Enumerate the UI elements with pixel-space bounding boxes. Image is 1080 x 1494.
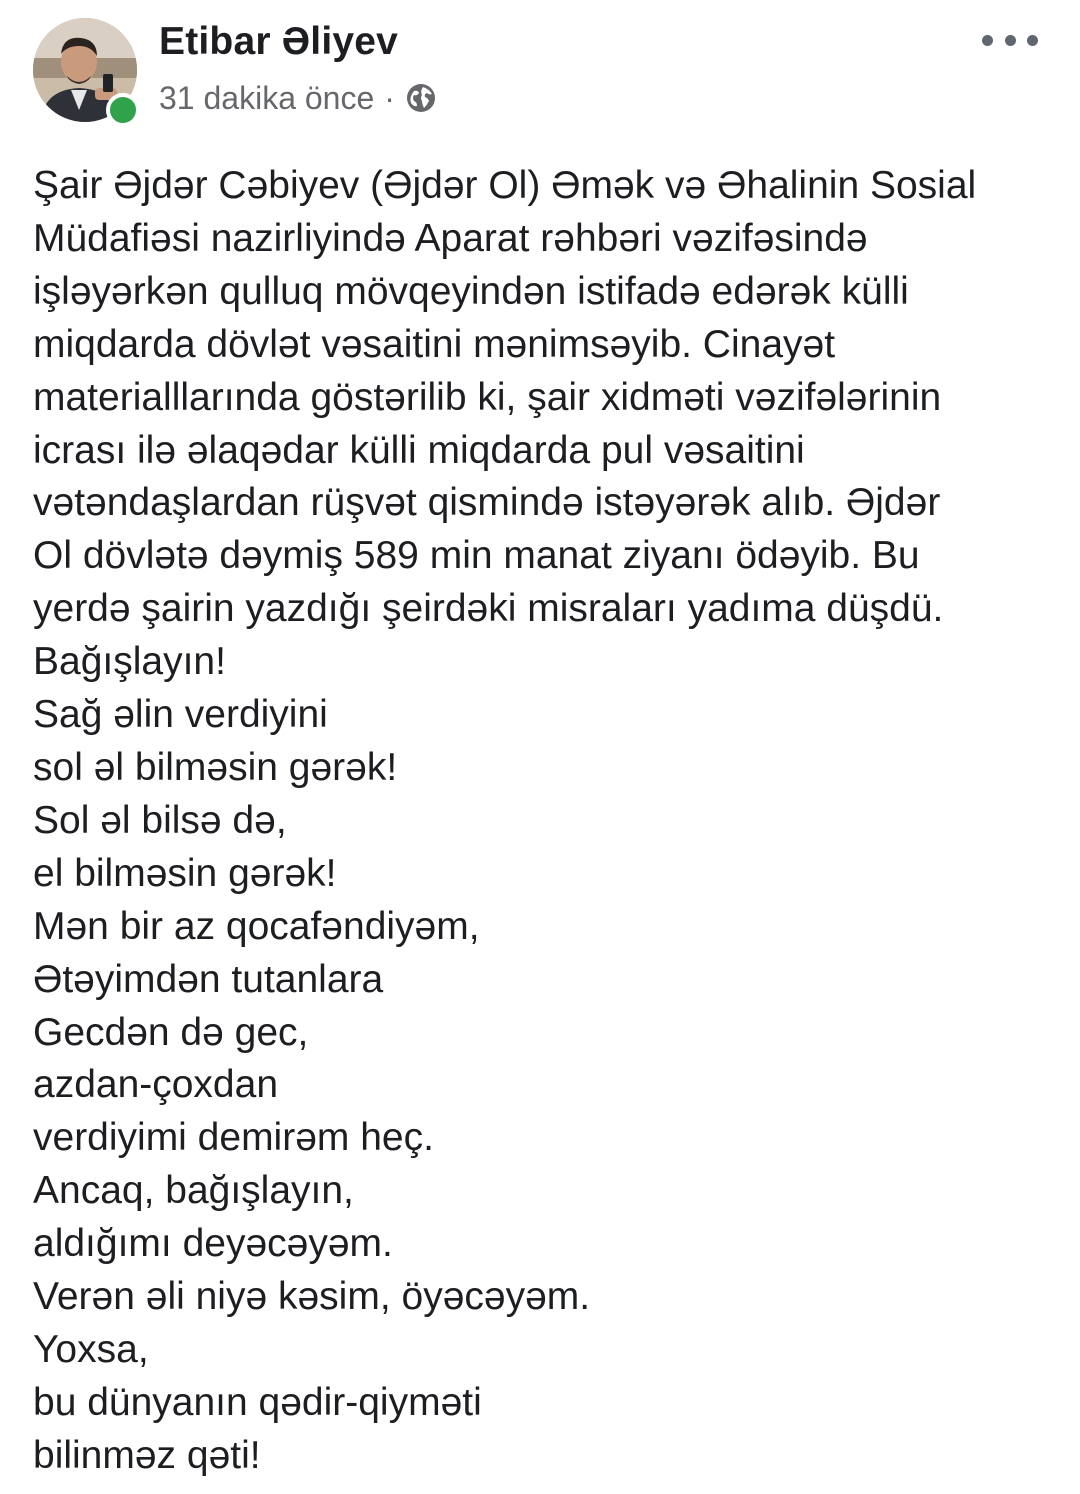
poem-line: bu dünyanın qədir-qiyməti — [33, 1380, 482, 1424]
poem-line: sol əl bilməsin gərək! — [33, 745, 398, 789]
author-avatar[interactable] — [33, 18, 137, 122]
more-horizontal-icon — [1027, 35, 1038, 46]
poem-line: Sol əl bilsə də, — [33, 798, 287, 842]
author-name[interactable]: Etibar Əliyev — [159, 20, 399, 63]
poem-line: Yoxsa, — [33, 1327, 149, 1371]
post-line: Şair Əjdər Cəbiyev (Əjdər Ol) Əmək və Əhalinin Sosial — [33, 164, 977, 207]
poem-line: Mən bir az qocafəndiyəm, — [33, 904, 480, 948]
poem-line: Gecdən də gec, — [33, 1010, 309, 1054]
poem-line: Ətəyimdən tutanlara — [33, 957, 384, 1001]
post-line: Ol dövlətə dəymiş 589 min manat ziyanı ödəyib. Bu — [33, 534, 920, 578]
poem-line: bilinməz qəti! — [33, 1433, 261, 1477]
poem-line: azdan-çoxdan — [33, 1063, 279, 1107]
online-status-dot — [106, 93, 140, 127]
more-horizontal-icon — [1005, 35, 1016, 46]
post-line: Bağışlayın! — [33, 640, 226, 684]
post-header — [0, 0, 1080, 135]
poem-line: el bilməsin gərək! — [33, 851, 337, 895]
post-line: Müdafiəsi nazirliyində Aparat rəhbəri vəzifəsində — [33, 216, 868, 260]
post-line: materialllarında göstərilib ki, şair xidməti vəzifələrinin — [33, 375, 942, 419]
post-timestamp[interactable]: 31 dakika önce — [159, 79, 375, 116]
more-horizontal-icon — [982, 35, 993, 46]
post-line: yerdə şairin yazdığı şeirdəki misraları yadıma düşdü. — [33, 587, 944, 631]
post-line: icrası ilə əlaqədar külli miqdarda pul vəsaitini — [33, 428, 805, 472]
poem-line: verdiyimi demirəm heç. — [33, 1116, 434, 1160]
poem-line: Verən əli niyə kəsim, öyəcəyəm. — [33, 1275, 591, 1319]
globe-icon[interactable] — [405, 82, 437, 114]
post-line: miqdarda dövlət vəsaitini mənimsəyib. Cinayət — [33, 322, 836, 366]
post-body-text — [33, 160, 1043, 1483]
poem-line: Ancaq, bağışlayın, — [33, 1169, 354, 1213]
poem-line: Sağ əlin verdiyini — [33, 693, 328, 737]
post-meta — [159, 78, 437, 118]
poem-line: aldığımı deyəcəyəm. — [33, 1222, 393, 1266]
post-line: işləyərkən qulluq mövqeyindən istifadə edərək külli — [33, 269, 909, 313]
post-line: vətəndaşlardan rüşvət qismində istəyərək alıb. Əjdər — [33, 481, 941, 525]
meta-separator: · — [384, 79, 395, 116]
more-options-button[interactable] — [982, 24, 1038, 56]
